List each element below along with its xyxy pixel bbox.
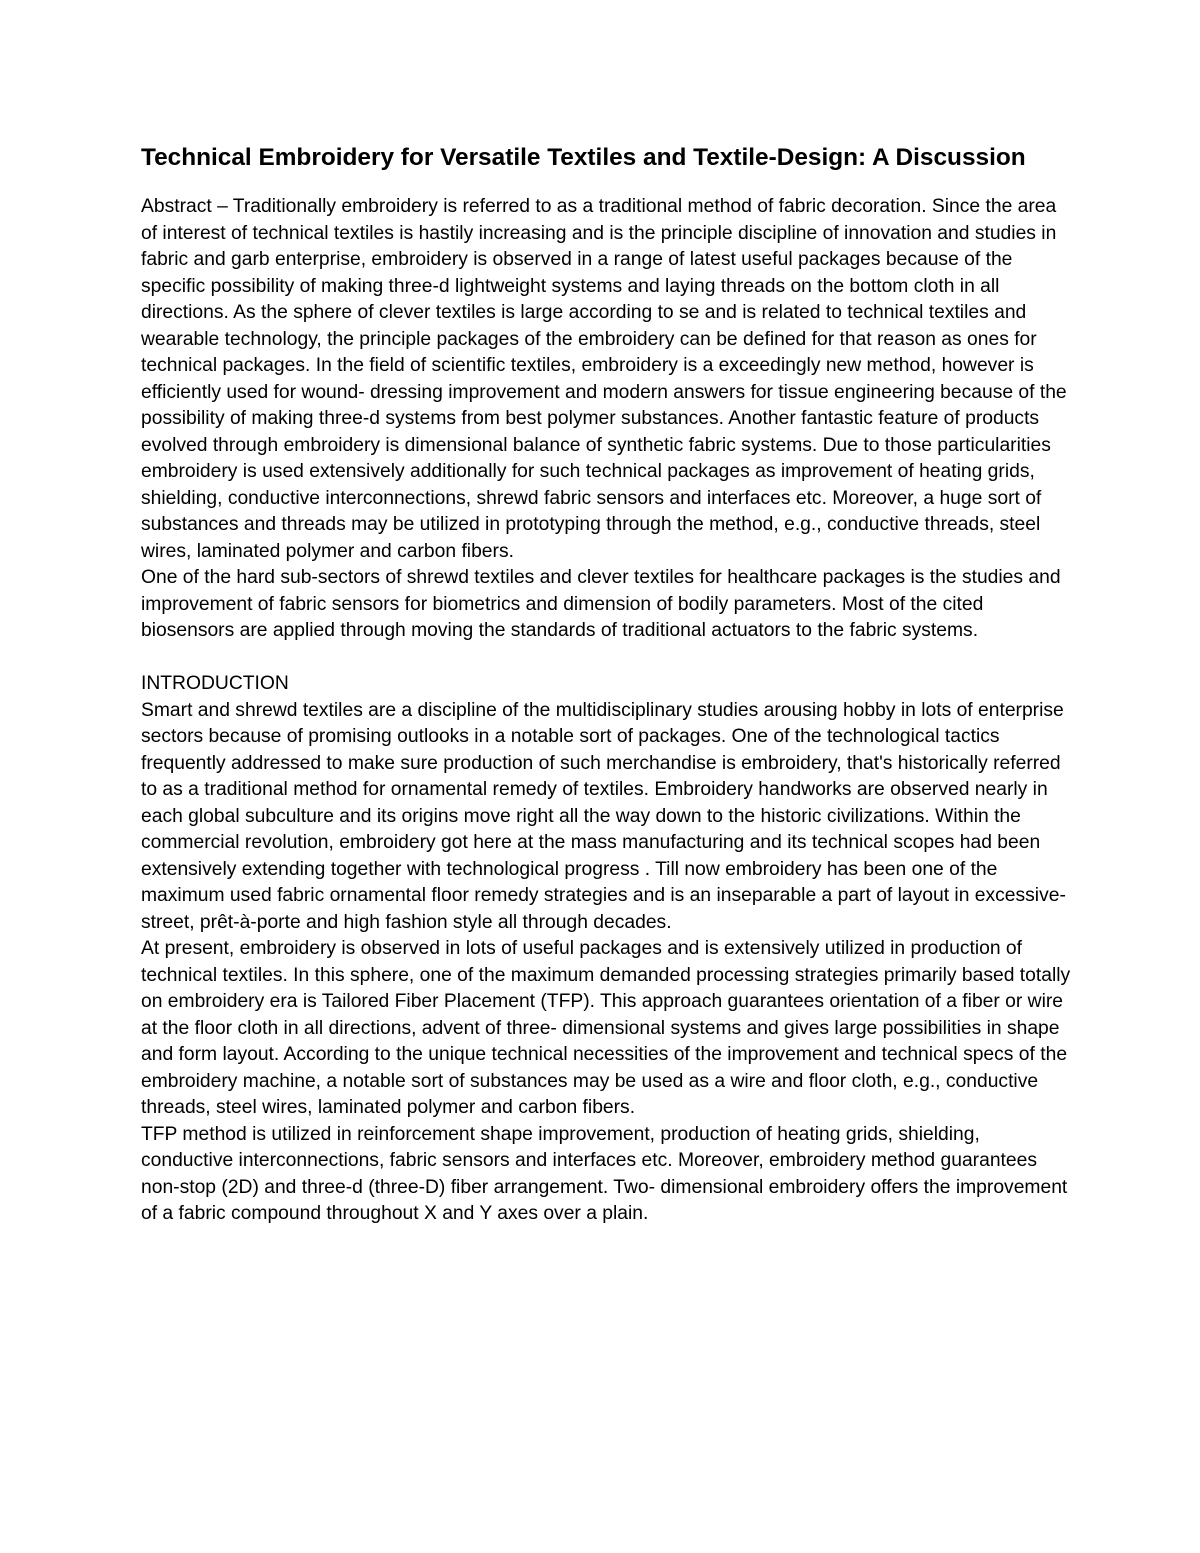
document-title: Technical Embroidery for Versatile Textiles and Textile-Design: A Discussion bbox=[141, 144, 1026, 171]
introduction-paragraph-1: Smart and shrewd textiles are a discipline of the multidisciplinary studies arousing hobby in lots of enterprise sectors because of promising outlooks in a notable sort of packages. One of the technological tactics frequently addressed to make sure production of such merchandise is embroidery, that's historically referred to as a traditional method for ornamental remedy of textiles. Embroidery handworks are observed nearly in each global subculture and its origins move right all the way down to the historic civilizations. Within the commercial revolution, embroidery got here at the mass manufacturing and its technical scopes had been extensively extending together with technological progress . Till now embroidery has been one of the maximum used fabric ornamental floor remedy strategies and is an inseparable a part of layout in excessive-street, prêt-à-porte and high fashion style all through decades. bbox=[141, 699, 1066, 933]
section-spacer bbox=[141, 645, 1076, 672]
document-body bbox=[141, 142, 1076, 1228]
abstract-paragraph-1: Abstract – Traditionally embroidery is referred to as a traditional method of fabric decoration. Since the area of interest of technical textiles is hastily increasing and is the principle discipline of innovation and studies in fabric and garb enterprise, embroidery is observed in a range of latest useful packages because of the specific possibility of making three-d lightweight systems and laying threads on the bottom cloth in all directions. As the sphere of clever textiles is large according to se and is related to technical textiles and wearable technology, the principle packages of the embroidery can be defined for that reason as ones for technical packages. In the field of scientific textiles, embroidery is a exceedingly new method, however is efficiently used for wound- dressing improvement and modern answers for tissue engineering because of the possibility of making three-d systems from best polymer substances. Another fantastic feature of products evolved through embroidery is dimensional balance of synthetic fabric systems. Due to those particularities embroidery is used extensively additionally for such technical packages as improvement of heating grids, shielding, conductive interconnections, shrewd fabric sensors and interfaces etc. Moreover, a huge sort of substances and threads may be utilized in prototyping through the method, e.g., conductive threads, steel wires, laminated polymer and carbon fibers. bbox=[141, 196, 1067, 562]
introduction-heading: INTRODUCTION bbox=[141, 673, 289, 694]
introduction-paragraph-2: At present, embroidery is observed in lots of useful packages and is extensively utilized in production of technical textiles. In this sphere, one of the maximum demanded processing strategies primarily based totally on embroidery era is Tailored Fiber Placement (TFP). This approach guarantees orientation of a fiber or wire at the floor cloth in all directions, advent of three- dimensional systems and gives large possibilities in shape and form layout. According to the unique technical necessities of the improvement and technical specs of the embroidery machine, a notable sort of substances may be used as a wire and floor cloth, e.g., conductive threads, steel wires, laminated polymer and carbon fibers. bbox=[141, 938, 1071, 1118]
abstract-paragraph-2: One of the hard sub-sectors of shrewd textiles and clever textiles for healthcare packages is the studies and improvement of fabric sensors for biometrics and dimension of bodily parameters. Most of the cited biosensors are applied through moving the standards of traditional actuators to the fabric systems. bbox=[141, 567, 1061, 641]
introduction-paragraph-3: TFP method is utilized in reinforcement shape improvement, production of heating grids, shielding, conductive interconnections, fabric sensors and interfaces etc. Moreover, embroidery method guarantees non-stop (2D) and three-d (three-D) fiber arrangement. Two- dimensional embroidery offers the improvement of a fabric compound throughout X and Y axes over a plain. bbox=[141, 1123, 1068, 1224]
